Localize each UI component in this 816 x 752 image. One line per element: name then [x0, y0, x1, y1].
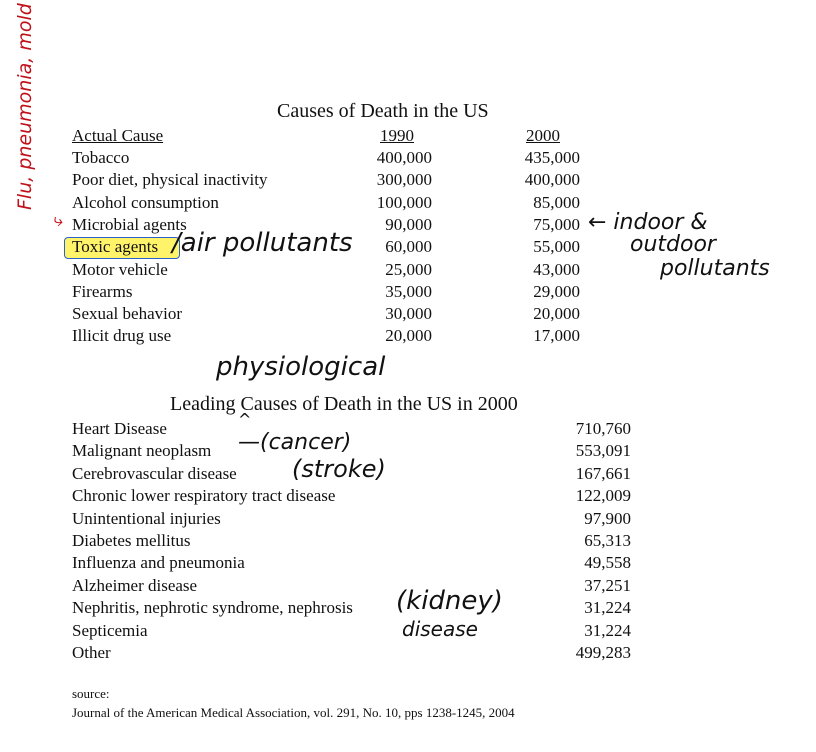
leading-row-value: 167,661 — [575, 464, 631, 483]
causes-row-cause: Illicit drug use — [72, 326, 172, 345]
causes-row-2000: 85,000 — [533, 193, 580, 212]
causes-row-cause: Tobacco — [72, 148, 130, 167]
annotation-cancer: —(cancer) — [238, 430, 352, 455]
leading-row-value: 65,313 — [584, 531, 631, 550]
source-citation: Journal of the American Medical Association, vol. 291, No. 10, pps 1238-1245, 2004 — [72, 705, 515, 720]
leading-row-value: 31,224 — [584, 621, 631, 640]
causes-row-1990: 35,000 — [385, 282, 432, 301]
annotation-caret: ^ — [238, 410, 252, 429]
annotation-stroke: (stroke) — [292, 455, 386, 483]
leading-row-value: 97,900 — [584, 509, 631, 528]
leading-row-cause: Diabetes mellitus — [72, 531, 191, 550]
annotation-disease: disease — [402, 617, 478, 641]
causes-row-2000: 400,000 — [524, 170, 580, 189]
causes-row-2000: 17,000 — [533, 326, 580, 345]
annotation-flu-pneumonia-mold: Flu, pneumonia, mold — [14, 3, 36, 210]
causes-row-1990: 30,000 — [385, 304, 432, 323]
annotation-air-pollutants: /air pollutants — [172, 228, 353, 258]
header-actual-cause: Actual Cause — [72, 126, 164, 145]
leading-row-cause: Other — [72, 643, 111, 662]
causes-row-1990: 100,000 — [376, 193, 432, 212]
annotation-pollutants: pollutants — [660, 256, 770, 281]
leading-row-cause: Malignant neoplasm — [72, 441, 212, 460]
causes-row-1990: 300,000 — [376, 170, 432, 189]
causes-row-1990: 400,000 — [376, 148, 432, 167]
causes-row-cause: Alcohol consumption — [72, 193, 219, 212]
causes-row-2000: 43,000 — [533, 260, 580, 279]
leading-row-cause: Unintentional injuries — [72, 509, 221, 528]
causes-row-cause: Poor diet, physical inactivity — [72, 170, 268, 189]
leading-row-cause: Alzheimer disease — [72, 576, 198, 595]
source-label: source: — [72, 686, 110, 701]
leading-row-value: 31,224 — [584, 598, 631, 617]
causes-row-cause: Sexual behavior — [72, 304, 182, 323]
leading-row-value: 710,760 — [575, 419, 631, 438]
arrow-red: ⤷ — [52, 210, 63, 231]
header-1990: 1990 — [380, 126, 414, 145]
header-2000: 2000 — [526, 126, 560, 145]
causes-row-2000: 29,000 — [533, 282, 580, 301]
leading-row-cause: Chronic lower respiratory tract disease — [72, 486, 336, 505]
causes-title: Causes of Death in the US — [277, 100, 489, 122]
causes-row-1990: 25,000 — [385, 260, 432, 279]
leading-row-value: 499,283 — [575, 643, 631, 662]
causes-row-2000: 20,000 — [533, 304, 580, 323]
leading-row-value: 49,558 — [584, 553, 631, 572]
leading-row-cause: Cerebrovascular disease — [72, 464, 237, 483]
causes-row-1990: 20,000 — [385, 326, 432, 345]
annotation-outdoor: outdoor — [630, 232, 716, 257]
leading-row-cause: Heart Disease — [72, 419, 167, 438]
leading-row-cause: Nephritis, nephrotic syndrome, nephrosis — [72, 598, 353, 617]
annotation-indoor: ← indoor & — [588, 210, 708, 235]
causes-row-2000: 55,000 — [533, 237, 580, 256]
leading-row-value: 122,009 — [575, 486, 631, 505]
causes-row-2000: 435,000 — [524, 148, 580, 167]
causes-row-cause: Motor vehicle — [72, 260, 168, 279]
causes-row-1990: 60,000 — [385, 237, 432, 256]
leading-row-cause: Septicemia — [72, 621, 148, 640]
causes-row-cause: Firearms — [72, 282, 133, 301]
causes-row-cause: Microbial agents — [72, 215, 187, 234]
leading-row-value: 553,091 — [575, 441, 631, 460]
causes-row-1990: 90,000 — [385, 215, 432, 234]
causes-row-cause: Toxic agents — [72, 237, 159, 256]
leading-row-value: 37,251 — [584, 576, 631, 595]
annotation-physiological: physiological — [216, 352, 386, 382]
causes-row-2000: 75,000 — [533, 215, 580, 234]
leading-causes-title: Leading Causes of Death in the US in 2000 — [170, 393, 518, 415]
annotation-kidney: (kidney) — [396, 586, 503, 616]
leading-row-cause: Influenza and pneumonia — [72, 553, 245, 572]
